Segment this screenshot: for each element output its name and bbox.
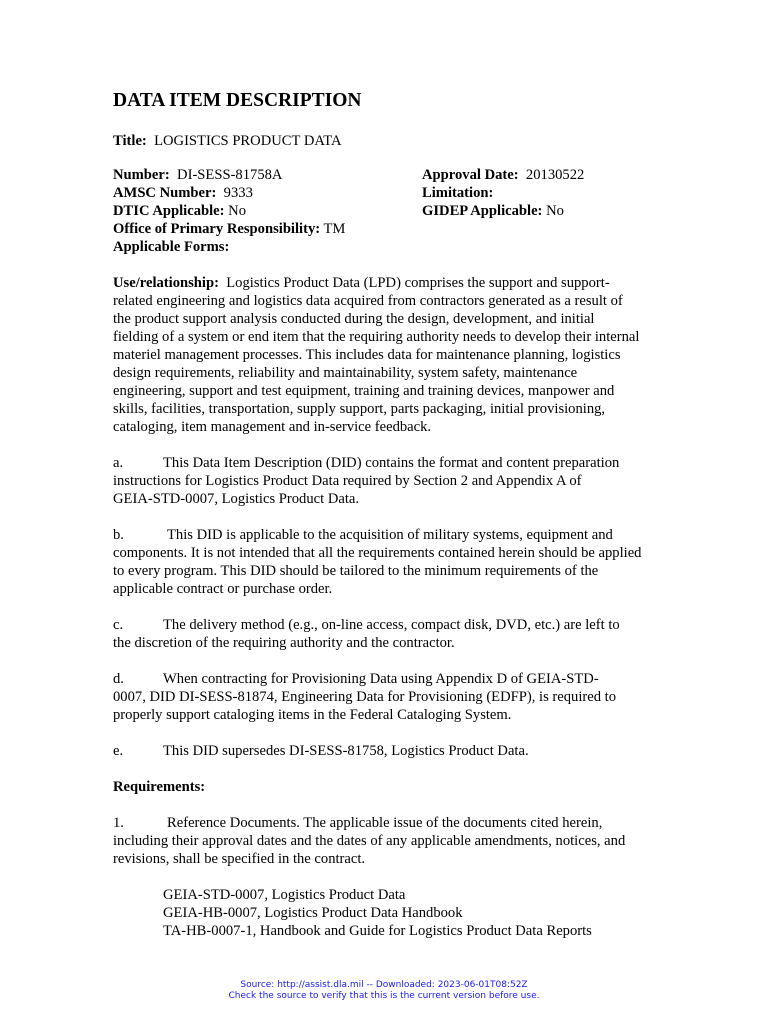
footer-source-line: Source: http://assist.dla.mil -- Downloaded: 2023-06-01T08:52Z	[240, 980, 528, 990]
item-c-paragraph	[113, 616, 675, 652]
dtic-applicable-value: No	[228, 203, 246, 219]
item-e-marker: e.	[113, 743, 124, 759]
use-relationship-line-2: the product support analysis conducted during the design, development, and initial	[113, 311, 595, 327]
item-c-line-0	[113, 616, 675, 634]
amsc-number-value: 9333	[223, 185, 253, 201]
use-relationship-line-3: fielding of a system or end item that the requiring authority needs to develop their internal	[113, 329, 640, 345]
item-c-marker: c.	[113, 617, 124, 633]
requirement-1-paragraph	[113, 814, 675, 868]
number-value: DI-SESS-81758A	[177, 167, 283, 183]
item-e-text-0: This DID supersedes DI-SESS-81758, Logistics Product Data.	[163, 743, 529, 759]
item-c-text-0: The delivery method (e.g., on-line access, compact disk, DVD, etc.) are left to	[163, 617, 620, 633]
use-relationship-text-0: Logistics Product Data (LPD) comprises the support and support-	[226, 275, 610, 291]
requirement-1-line-1: including their approval dates and the dates of any applicable amendments, notices, and	[113, 833, 626, 849]
item-d-line-1: 0007, DID DI-SESS-81874, Engineering Data for Provisioning (EDFP), is required to	[113, 689, 617, 705]
item-a-marker: a.	[113, 455, 124, 471]
use-relationship-line-7: skills, facilities, transportation, supply support, parts packaging, initial provisioning,	[113, 401, 606, 417]
office-value: TM	[323, 221, 346, 237]
document-page	[113, 88, 675, 940]
metadata-left-column	[113, 166, 345, 256]
use-relationship-line-0	[113, 274, 675, 292]
limitation-label: Limitation:	[422, 185, 494, 201]
reference-documents-list	[113, 886, 675, 940]
requirements-heading: Requirements:	[113, 779, 206, 795]
item-d-line-0	[113, 670, 675, 688]
applicable-forms-row	[113, 238, 345, 256]
dtic-applicable-row	[113, 202, 345, 220]
document-heading: DATA ITEM DESCRIPTION	[113, 90, 362, 111]
reference-item: TA-HB-0007-1, Handbook and Guide for Logistics Product Data Reports	[163, 923, 592, 939]
item-d-paragraph	[113, 670, 675, 724]
item-b-line-3: applicable contract or purchase order.	[113, 581, 333, 597]
item-d-marker: d.	[113, 671, 124, 687]
requirement-1-line-0	[113, 814, 675, 832]
source-footer	[0, 980, 768, 1002]
metadata-right-column	[422, 166, 584, 220]
requirement-1-marker: 1.	[113, 815, 124, 831]
footer-verify-line: Check the source to verify that this is the current version before use.	[228, 991, 540, 1001]
title-value: LOGISTICS PRODUCT DATA	[154, 133, 342, 149]
gidep-applicable-row	[422, 202, 584, 220]
item-b-text-0: This DID is applicable to the acquisition of military systems, equipment and	[167, 527, 613, 543]
dtic-applicable-label: DTIC Applicable:	[113, 203, 225, 219]
item-e-line-0	[113, 742, 675, 760]
use-relationship-line-4: materiel management processes. This includes data for maintenance planning, logistics	[113, 347, 621, 363]
office-label: Office of Primary Responsibility:	[113, 221, 321, 237]
title-line	[113, 132, 675, 150]
item-b-line-2: to every program. This DID should be tailored to the minimum requirements of the	[113, 563, 599, 579]
use-relationship-line-8: cataloging, item management and in-service feedback.	[113, 419, 432, 435]
item-a-paragraph	[113, 454, 675, 508]
gidep-applicable-label: GIDEP Applicable:	[422, 203, 543, 219]
use-relationship-line-1: related engineering and logistics data acquired from contractors generated as a result of	[113, 293, 623, 309]
gidep-applicable-value: No	[546, 203, 564, 219]
item-e-paragraph	[113, 742, 675, 760]
use-relationship-line-5: design requirements, reliability and maintainability, system safety, maintenance	[113, 365, 578, 381]
metadata-block	[113, 166, 675, 256]
requirement-1-line-2: revisions, shall be specified in the contract.	[113, 851, 366, 867]
reference-item: GEIA-STD-0007, Logistics Product Data	[163, 887, 406, 903]
requirement-1-text-0: Reference Documents. The applicable issue of the documents cited herein,	[167, 815, 603, 831]
amsc-number-label: AMSC Number:	[113, 185, 217, 201]
office-row	[113, 220, 345, 238]
item-a-line-1: instructions for Logistics Product Data required by Section 2 and Appendix A of	[113, 473, 582, 489]
item-b-marker: b.	[113, 527, 124, 543]
item-d-text-0: When contracting for Provisioning Data using Appendix D of GEIA-STD-	[163, 671, 599, 687]
number-label: Number:	[113, 167, 170, 183]
title-label: Title:	[113, 133, 147, 149]
use-relationship-label: Use/relationship:	[113, 275, 219, 291]
approval-date-row	[422, 166, 584, 184]
item-b-line-1: components. It is not intended that all the requirements contained herein should be applied	[113, 545, 642, 561]
limitation-row	[422, 184, 584, 202]
applicable-forms-label: Applicable Forms:	[113, 239, 230, 255]
item-b-line-0	[113, 526, 675, 544]
item-a-line-2: GEIA-STD-0007, Logistics Product Data.	[113, 491, 360, 507]
item-a-line-0	[113, 454, 675, 472]
item-d-line-2: properly support cataloging items in the Federal Cataloging System.	[113, 707, 512, 723]
use-relationship-paragraph	[113, 274, 675, 436]
item-c-line-1: the discretion of the requiring authority and the contractor.	[113, 635, 455, 651]
approval-date-value: 20130522	[525, 167, 585, 183]
item-a-text-0: This Data Item Description (DID) contains the format and content preparation	[163, 455, 620, 471]
item-b-paragraph	[113, 526, 675, 598]
number-row	[113, 166, 345, 184]
use-relationship-line-6: engineering, support and test equipment, training and training devices, manpower and	[113, 383, 615, 399]
approval-date-label: Approval Date:	[422, 167, 519, 183]
reference-item: GEIA-HB-0007, Logistics Product Data Handbook	[163, 905, 463, 921]
amsc-number-row	[113, 184, 345, 202]
